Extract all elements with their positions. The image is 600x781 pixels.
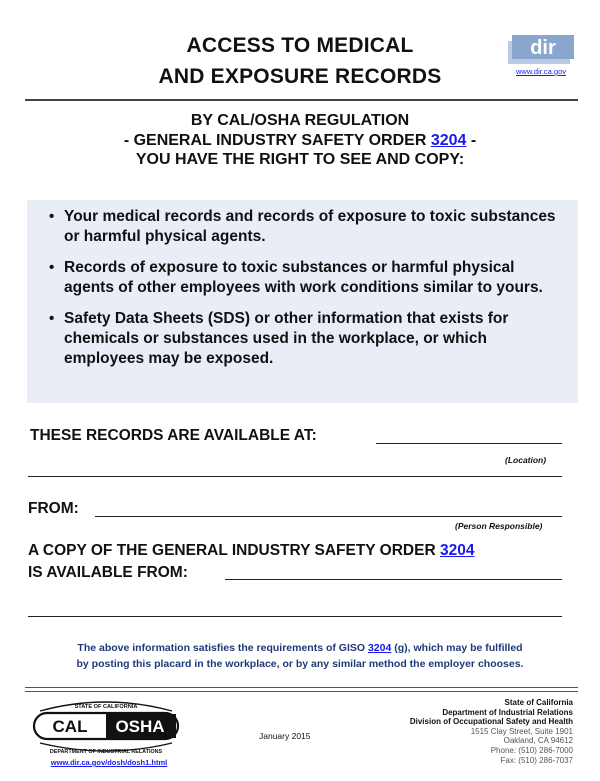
dir-logo	[508, 35, 574, 65]
note-order-3204-link[interactable]: 3204	[367, 642, 392, 654]
copy-order-3204-link[interactable]: 3204	[439, 542, 475, 559]
location-line-2[interactable]	[28, 476, 562, 477]
regulation-line-2	[0, 131, 600, 151]
regulation-line-3: YOU HAVE THE RIGHT TO SEE AND COPY:	[135, 151, 465, 168]
title-line-2: AND EXPOSURE RECORDS	[158, 65, 442, 88]
order-3204-link[interactable]: 3204	[430, 131, 467, 149]
rights-item	[27, 207, 578, 247]
copy-available-label	[28, 542, 474, 560]
address-city: Oakland, CA 94612	[503, 736, 573, 746]
regulation-line-1: BY CAL/OSHA REGULATION	[190, 112, 410, 129]
dir-logo-text: dir	[530, 37, 556, 59]
address-street: 1515 Clay Street, Suite 1901	[470, 726, 573, 736]
records-available-label: THESE RECORDS ARE AVAILABLE AT:	[30, 427, 317, 444]
header-divider	[25, 99, 578, 101]
rights-item-text: Records of exposure to toxic substances or harmful physical agents of other employees with work conditions similar to yours.	[64, 259, 543, 296]
cal-osha-logo	[30, 699, 182, 755]
address-division: Division of Occupational Safety and Health	[409, 717, 573, 727]
rights-item-text: Your medical records and records of exposure to toxic substances or harmful physical agents.	[64, 208, 556, 245]
note-line-1-prefix: The above information satisfies the requirements of GISO	[77, 642, 368, 654]
copy-location-line-2[interactable]	[28, 616, 562, 617]
agency-address	[360, 698, 573, 765]
regulation-line-2-suffix: -	[466, 131, 477, 149]
title-line-1: ACCESS TO MEDICAL	[186, 34, 414, 57]
note-line-2: by posting this placard in the workplace, or by any similar method the employer chooses.	[76, 658, 524, 670]
address-department: Department of Industrial Relations	[442, 707, 573, 717]
requirements-note	[0, 640, 600, 672]
footer-divider-2	[25, 691, 578, 692]
logo-dept-text: DEPARTMENT OF INDUSTRIAL RELATIONS	[49, 749, 163, 755]
address-phone: Phone: (510) 286-7000	[490, 745, 573, 755]
bullet-icon: •	[49, 310, 55, 327]
logo-osha-text: OSHA	[115, 717, 165, 736]
rights-item-text: Safety Data Sheets (SDS) or other information that exists for chemicals or substances used in the workplace, or which employees may be exposed.	[64, 310, 509, 367]
copy-location-line-1[interactable]	[225, 579, 562, 580]
publication-date: January 2015	[259, 731, 311, 741]
dosh-website-link[interactable]: www.dir.ca.gov/dosh/dosh1.html	[50, 758, 168, 767]
dir-website-link[interactable]: www.dir.ca.gov	[515, 67, 567, 76]
note-line-1	[0, 640, 600, 656]
logo-cal-text: CAL	[52, 717, 88, 736]
person-responsible-hint: (Person Responsible)	[455, 521, 543, 531]
from-label: FROM:	[28, 500, 79, 517]
copy-label-prefix: A COPY OF THE GENERAL INDUSTRY SAFETY ORDER	[28, 542, 440, 559]
address-state: State of California	[504, 698, 573, 707]
regulation-line-2-prefix: - GENERAL INDUSTRY SAFETY ORDER	[123, 131, 431, 149]
copy-available-label-line-2: IS AVAILABLE FROM:	[28, 564, 188, 581]
note-line-1-suffix: (g), which may be fulfilled	[391, 642, 523, 654]
bullet-icon: •	[49, 208, 55, 225]
location-hint: (Location)	[505, 455, 547, 465]
person-line[interactable]	[95, 516, 562, 517]
location-line-1[interactable]	[376, 443, 562, 444]
address-fax: Fax: (510) 286-7037	[500, 755, 573, 765]
regulation-heading	[0, 111, 600, 170]
rights-box	[27, 200, 578, 403]
rights-list	[27, 207, 578, 380]
footer-divider-1	[25, 687, 578, 688]
rights-item	[27, 258, 578, 298]
rights-item	[27, 309, 578, 369]
logo-state-text: STATE OF CALIFORNIA	[74, 704, 138, 710]
bullet-icon: •	[49, 259, 55, 276]
